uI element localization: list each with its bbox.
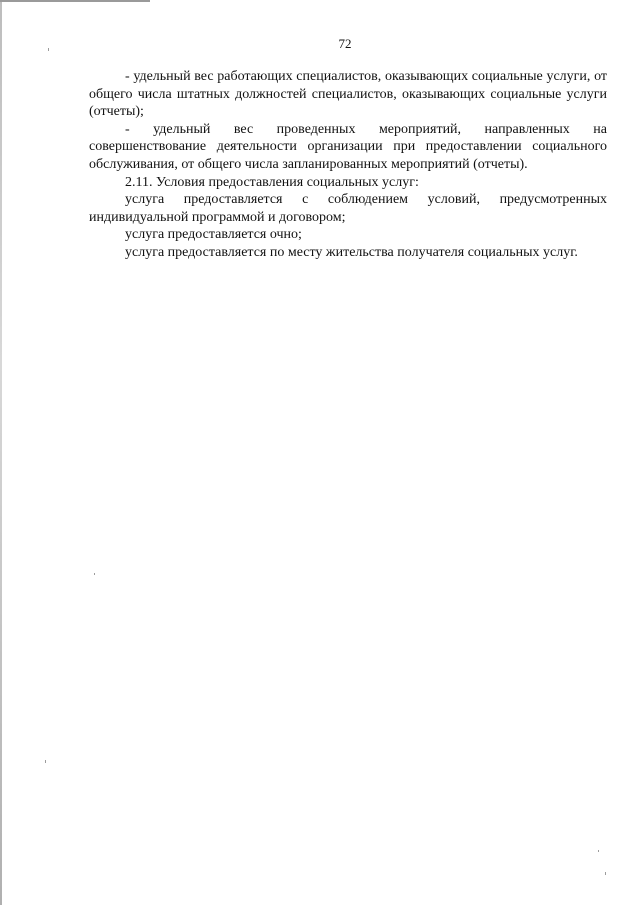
paragraph-condition-in-person: услуга предоставляется очно;: [125, 227, 302, 243]
scan-speck: [598, 850, 599, 852]
document-body: [89, 68, 607, 262]
paragraph-condition-residence: услуга предоставляется по месту жительства получателя социальных услуг.: [125, 244, 578, 260]
paragraph-indicator-specialists: - удельный вес работающих специалистов, оказывающих социальные услуги, от общего числа штатных должностей специалистов, оказывающих социальные услуги (отчеты);: [89, 69, 607, 120]
scan-edge-left: [0, 0, 2, 905]
scan-speck: [45, 760, 46, 763]
scan-speck: [605, 872, 606, 875]
scan-speck: [48, 48, 49, 51]
paragraph-condition-program: услуга предоставляется с соблюдением условий, предусмотренных индивидуальной программой и договором;: [89, 192, 607, 225]
page-number: 72: [338, 36, 352, 51]
scan-speck: [94, 573, 95, 575]
section-heading-2-11: 2.11. Условия предоставления социальных услуг:: [125, 174, 419, 190]
scan-edge-top: [0, 0, 150, 2]
paragraph-indicator-events: - удельный вес проведенных мероприятий, направленных на совершенствование деятельности организации при предоставлении социального обслуживания, от общего числа запланированных мероприятий (отчеты).: [89, 121, 607, 172]
